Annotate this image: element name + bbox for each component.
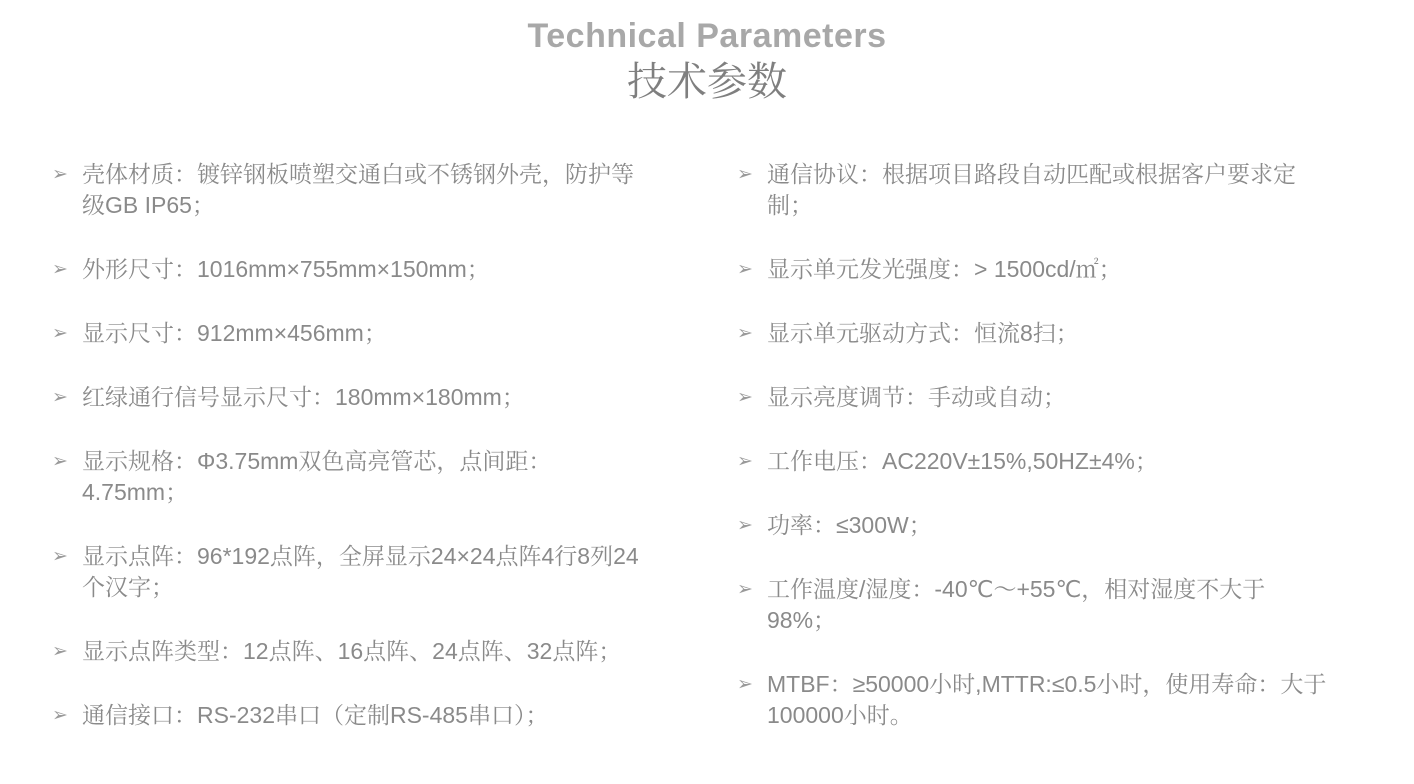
spec-text: 通信接口：RS-232串口（定制RS-485串口）； — [82, 702, 549, 728]
spec-text: 功率：≤300W； — [767, 512, 932, 538]
spec-item-temp-humidity — [737, 574, 1358, 636]
arrow-bullet-icon: ➢ — [52, 164, 68, 185]
arrow-bullet-icon: ➢ — [737, 515, 753, 536]
spec-text: 通信协议：根据项目路段自动匹配或根据客户要求定制； — [767, 161, 1296, 218]
spec-item-comm-interface — [52, 700, 673, 731]
spec-text: MTBF：≥50000小时,MTTR:≤0.5小时，使用寿命：大于100000小时。 — [767, 671, 1327, 728]
arrow-bullet-icon: ➢ — [52, 451, 68, 472]
page-title-chinese: 技术参数 — [627, 60, 787, 104]
arrow-bullet-icon: ➢ — [52, 705, 68, 726]
spec-item-signal-display-size — [52, 382, 673, 413]
arrow-bullet-icon: ➢ — [52, 641, 68, 662]
spec-text: 显示规格：Φ3.75mm双色高亮管芯，点间距：4.75mm； — [82, 448, 552, 505]
spec-item-display-spec — [52, 446, 673, 508]
arrow-bullet-icon: ➢ — [737, 164, 753, 185]
spec-item-luminous-intensity — [737, 254, 1358, 285]
spec-item-brightness-adjust — [737, 382, 1358, 413]
page-header — [0, 0, 1414, 106]
spec-item-comm-protocol — [737, 159, 1358, 221]
arrow-bullet-icon: ➢ — [52, 387, 68, 408]
arrow-bullet-icon: ➢ — [737, 259, 753, 280]
arrow-bullet-icon: ➢ — [737, 387, 753, 408]
spec-column-right — [737, 159, 1358, 764]
page-title-english: Technical Parameters — [527, 17, 887, 55]
spec-item-outer-dimensions — [52, 254, 673, 285]
spec-column-left — [52, 159, 673, 764]
spec-text: 显示亮度调节：手动或自动； — [767, 384, 1066, 410]
spec-text: 显示点阵类型：12点阵、16点阵、24点阵、32点阵； — [82, 638, 622, 664]
arrow-bullet-icon: ➢ — [737, 451, 753, 472]
spec-text: 显示尺寸：912mm×456mm； — [82, 320, 387, 346]
spec-text: 壳体材质：镀锌钢板喷塑交通白或不锈钢外壳，防护等级GB IP65； — [82, 161, 634, 218]
spec-text: 工作温度/湿度：-40℃～+55℃，相对湿度不大于98%； — [767, 576, 1266, 633]
spec-text: 显示点阵：96*192点阵，全屏显示24×24点阵4行8列24个汉字； — [82, 543, 639, 600]
spec-item-mtbf-lifespan — [737, 669, 1358, 731]
spec-item-working-voltage — [737, 446, 1358, 477]
spec-item-dot-matrix — [52, 541, 673, 603]
spec-text: 外形尺寸：1016mm×755mm×150mm； — [82, 256, 490, 282]
spec-text: 工作电压：AC220V±15%,50HZ±4%； — [767, 448, 1158, 474]
spec-item-shell-material — [52, 159, 673, 221]
arrow-bullet-icon: ➢ — [52, 259, 68, 280]
spec-item-display-size — [52, 318, 673, 349]
spec-columns — [0, 159, 1414, 764]
arrow-bullet-icon: ➢ — [52, 323, 68, 344]
arrow-bullet-icon: ➢ — [52, 546, 68, 567]
arrow-bullet-icon: ➢ — [737, 579, 753, 600]
arrow-bullet-icon: ➢ — [737, 323, 753, 344]
spec-item-drive-mode — [737, 318, 1358, 349]
spec-item-dot-matrix-types — [52, 636, 673, 667]
spec-text: 显示单元发光强度：> 1500cd/㎡； — [767, 256, 1122, 282]
spec-text: 显示单元驱动方式：恒流8扫； — [767, 320, 1079, 346]
spec-text: 红绿通行信号显示尺寸：180mm×180mm； — [82, 384, 525, 410]
spec-item-power — [737, 510, 1358, 541]
arrow-bullet-icon: ➢ — [737, 674, 753, 695]
